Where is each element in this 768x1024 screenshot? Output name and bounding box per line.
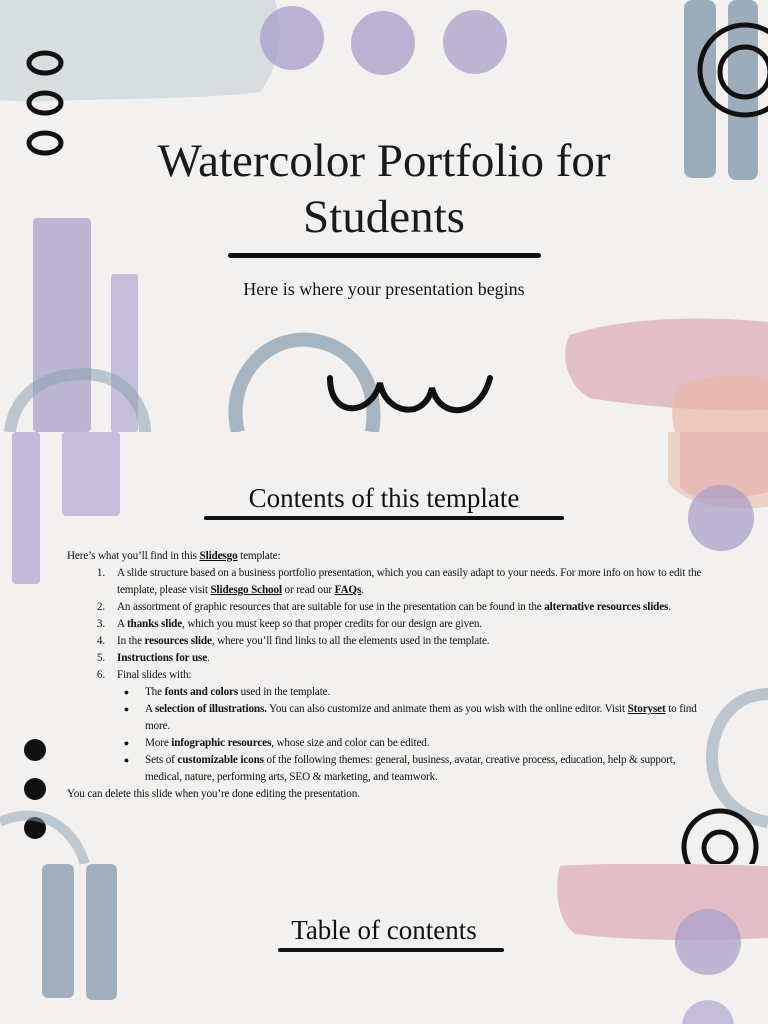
squiggle-line [330, 378, 490, 410]
list-item: 2. An assortment of graphic resources that are suitable for use in the presentation can be found in the alternative resources slides. [96, 601, 671, 613]
watercolor-circle [260, 6, 324, 70]
slide-title-text [0, 133, 768, 245]
toc-title: Table of contents [291, 915, 477, 945]
watercolor-circle [351, 11, 415, 75]
watercolor-arc [712, 694, 768, 822]
bullet-item: ● More infographic resources, whose size and color can be edited. [67, 735, 703, 752]
black-dot [24, 739, 46, 761]
outro-line: You can delete this slide when you’re done editing the presentation. [67, 788, 360, 800]
bullet-icon: ● [123, 755, 129, 765]
scribble-circle-outer [684, 811, 756, 864]
list-item: 4. In the resources slide, where you’ll find links to all the elements used in the template. [96, 635, 490, 647]
faqs-link[interactable]: FAQs [334, 584, 362, 596]
bullet-item: ● Sets of customizable icons of the following themes: general, business, avatar, creative process, education, help & support, medical, nature, performing arts, SEO & marketing, and teamwork. [67, 752, 703, 786]
slide-subtitle: Here is where your presentation begins [243, 279, 525, 299]
title-underline [278, 948, 504, 952]
bullet-item: ● The fonts and colors used in the template. [67, 684, 703, 701]
intro-line: Here’s what you’ll find in this Slidesgo template: [67, 550, 281, 562]
contents-title: Contents of this template [248, 483, 520, 513]
contents-body [67, 548, 703, 803]
title-underline [228, 253, 541, 258]
watercolor-wash-peach [672, 375, 768, 432]
black-dot [24, 778, 46, 800]
bullet-item: ● A selection of illustrations. You can also customize and animate them as you wish with the online editor. Visit Storyset to find more. [67, 701, 703, 735]
scribble-circle-inner [704, 832, 736, 864]
bullet-icon: ● [123, 687, 129, 697]
slide-title [0, 0, 768, 432]
list-item: 1. A slide structure based on a business portfolio presentation, which you can easily adapt to your needs. For more info on how to edit the template, please visit Slidesgo School or read our FAQs. [96, 567, 702, 596]
watercolor-arc [0, 816, 85, 864]
watercolor-circle [682, 1000, 734, 1024]
watercolor-circle [443, 10, 507, 74]
bullet-icon: ● [123, 704, 129, 714]
list-item: 6. Final slides with: [96, 669, 192, 681]
title-line-2: Students [303, 191, 465, 243]
slidesgo-school-link[interactable]: Slidesgo School [210, 584, 282, 596]
slidesgo-link[interactable]: Slidesgo [199, 550, 238, 562]
watercolor-arc [236, 340, 374, 432]
storyset-link[interactable]: Storyset [627, 703, 666, 715]
list-item: 3. A thanks slide, which you must keep so that proper credits for our design are given. [96, 618, 482, 630]
bullet-icon: ● [123, 738, 129, 748]
title-line-1: Watercolor Portfolio for [157, 135, 611, 187]
title-underline [204, 516, 564, 520]
list-item: 5. Instructions for use. [96, 652, 210, 664]
watercolor-bar [33, 218, 91, 432]
